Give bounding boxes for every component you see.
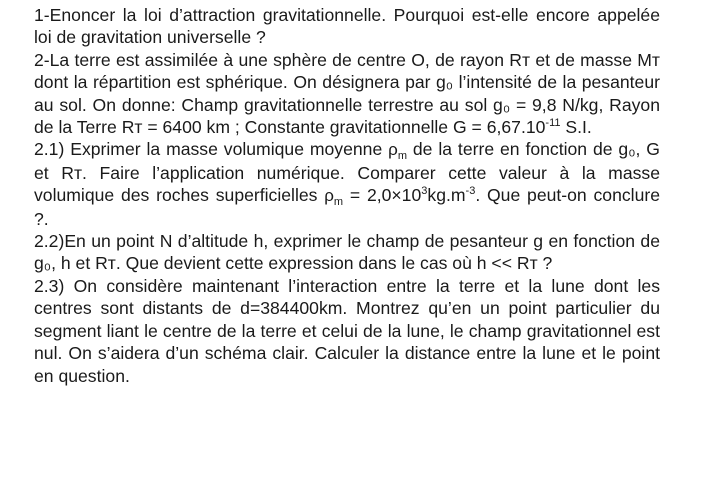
question-2-text: 2-La terre est assimilée à une sphère de centre O, de rayon Rᴛ et de masse Mᴛ dont la répartition est sphérique. On désignera par g₀ l’intensité de la pesanteur au sol. On donne: Champ gravitationnelle terrestre au sol g₀ = 9,8 N/kg, Rayon de la Terre Rᴛ = 6400 km ; Constante gravitationnelle G = 6,67.10 [34,49,660,138]
question-2-1-part1: 2.1) Exprimer la masse volumique moyenne [34,139,389,160]
rock-density-unit-exponent: -3 [465,185,476,198]
question-1: 1-Enoncer la loi d’attraction gravitationnelle. Pourquoi est-elle encore appelée loi de gravitation universelle ? [34,5,660,48]
exercise-text [34,4,660,387]
question-2-intro [34,49,660,139]
g-unit: S.I. [560,117,592,138]
question-2-1 [34,138,660,230]
question-2-3: 2.3) On considère maintenant l’interaction entre la terre et la lune dont les centres sont distants de d=384400km. Montrez qu’en un point particulier du segment liant le centre de la terre et celui de la lune, le champ gravitationnel est nul. On s’aidera d’un schéma clair. Calculer la distance entre la lune et le point en question. [34,275,660,386]
rock-density-unit: kg.m [427,185,466,206]
rho-symbol: ρ [388,140,398,160]
question-2-1-part3: . Que peut-on conclure ?. [34,185,661,229]
g-exponent: -11 [545,117,561,130]
rho-symbol-2: ρ [324,186,334,206]
question-2-1-part2: de la terre en fonction de g₀, G et Rᴛ. Faire l’application numérique. Comparer cette valeur à la masse volumique des roches superficielles [34,139,660,206]
rock-density-exponent: 3 [421,185,428,198]
rho-subscript: m [397,150,407,163]
rho-subscript-2: m [333,196,344,209]
question-2-2: 2.2)En un point N d’altitude h, exprimer le champ de pesanteur g en fonction de g₀, h et Rᴛ. Que devient cette expression dans le cas où h << Rᴛ ? [34,231,660,274]
rock-density-value: = 2,0×10 [343,185,422,206]
